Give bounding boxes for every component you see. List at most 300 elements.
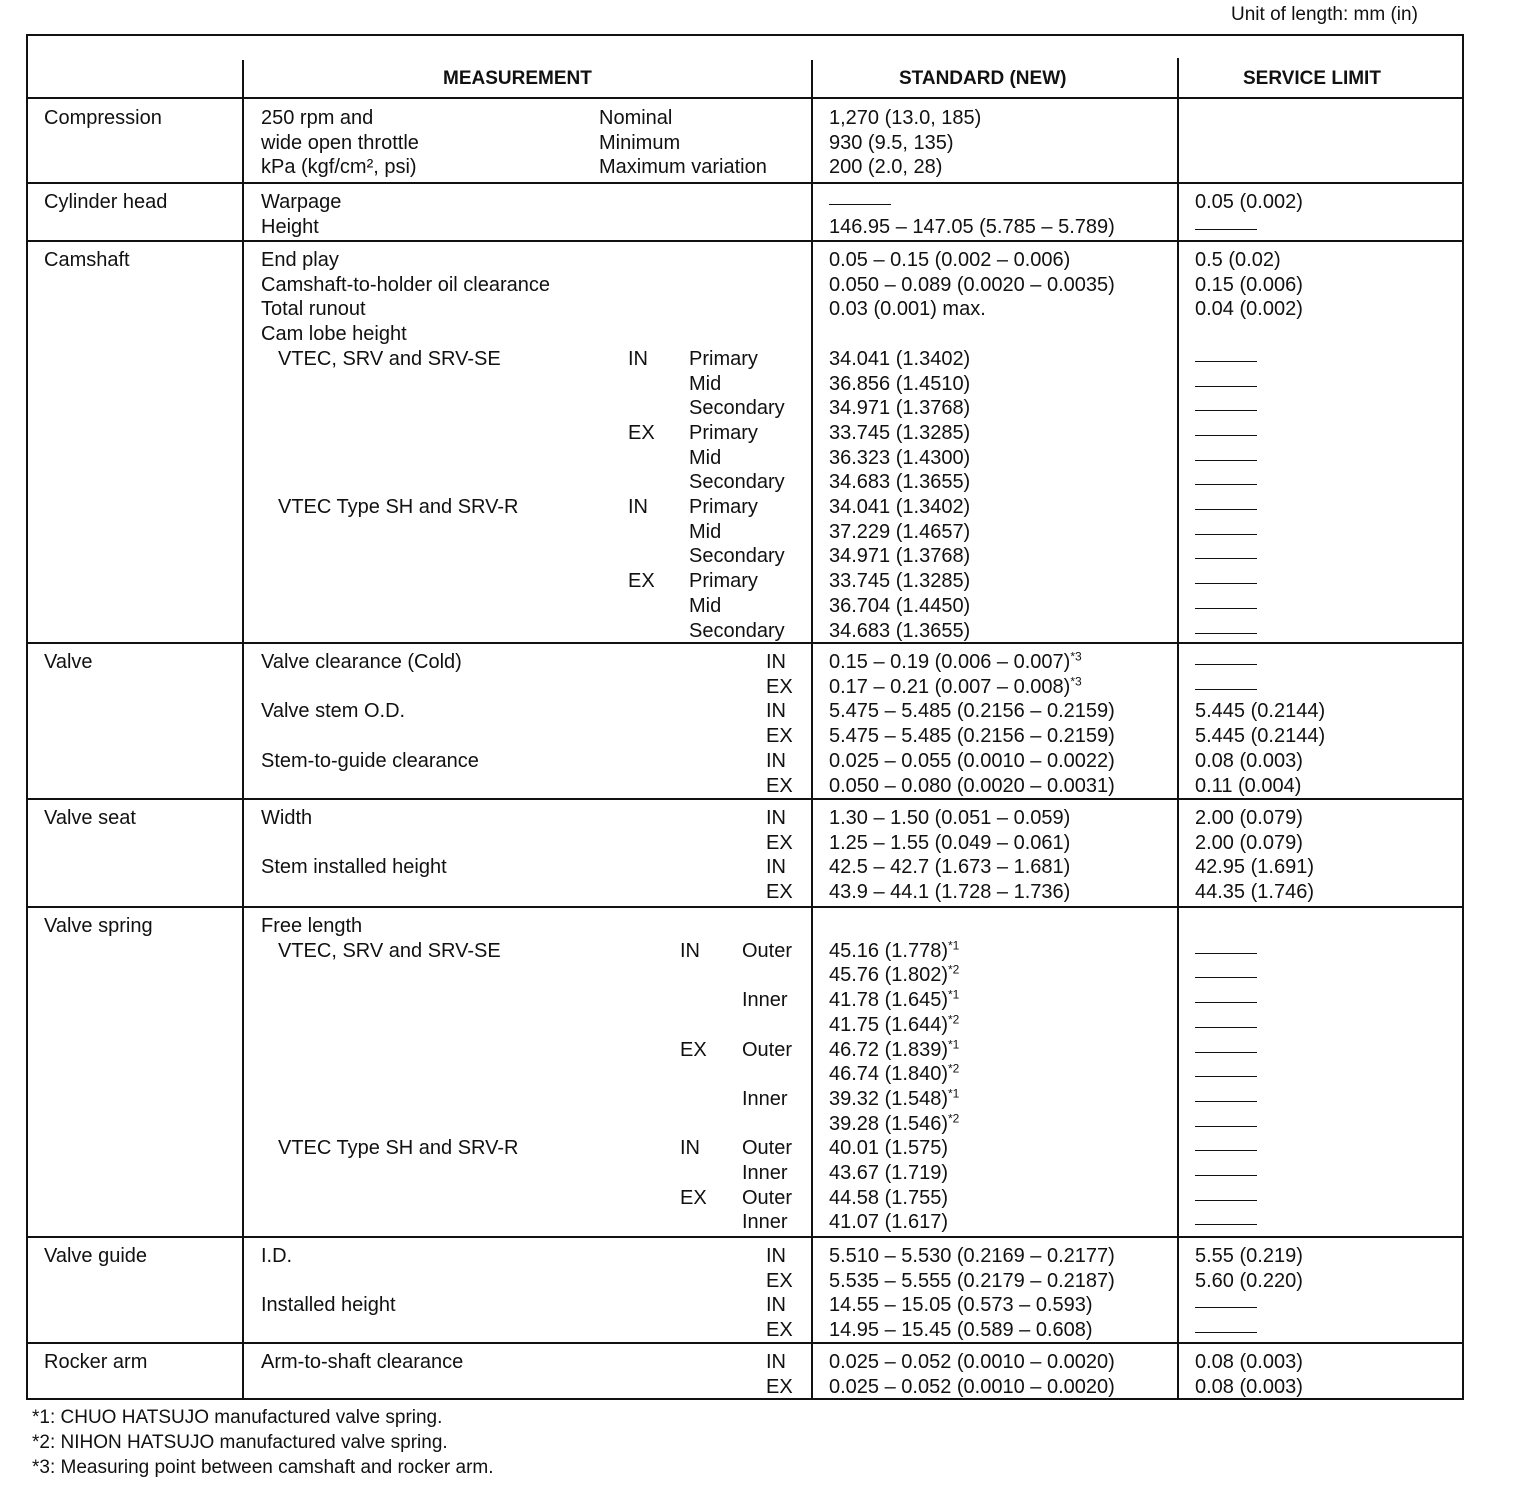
variant-label	[278, 939, 501, 964]
service-limit-value-text: 2.00 (0.079)	[1195, 831, 1303, 854]
standard-value	[829, 831, 1070, 856]
standard-value-text: 46.72 (1.839)	[829, 1038, 948, 1061]
header-divider	[26, 97, 1464, 99]
intake-exhaust-label	[628, 421, 655, 446]
sub-item-label	[742, 1038, 792, 1063]
section-name-rocker-arm: Rocker arm	[44, 1351, 148, 1373]
intake-exhaust-label	[766, 880, 793, 905]
standard-value	[829, 520, 970, 545]
service-limit-value-text: 0.04 (0.002)	[1195, 298, 1303, 321]
service-limit-value	[1195, 699, 1325, 724]
sub-item-label-text: Secondary	[689, 397, 785, 420]
standard-value-text: 5.510 – 5.530 (0.2169 – 0.2177)	[829, 1245, 1115, 1267]
standard-value	[829, 1318, 1093, 1343]
standard-value-text: 5.475 – 5.485 (0.2156 – 0.2159)	[829, 725, 1115, 748]
measurement-label-text: Installed height	[261, 1294, 396, 1317]
measurement-label-text: Stem-to-guide clearance	[261, 749, 479, 772]
sub-item-label	[689, 421, 758, 446]
standard-value-text: 14.95 – 15.45 (0.589 – 0.608)	[829, 1319, 1093, 1342]
service-limit-dash	[1195, 1175, 1257, 1176]
section-name-camshaft: Camshaft	[44, 249, 130, 271]
standard-value-text: 0.025 – 0.052 (0.0010 – 0.0020)	[829, 1351, 1115, 1373]
footnote-marker: *1	[947, 987, 960, 1002]
sub-item-label-text: Outer	[742, 939, 793, 962]
service-limit-value-text: 2.00 (0.079)	[1195, 807, 1303, 829]
standard-value-text: 0.025 – 0.052 (0.0010 – 0.0020)	[829, 1375, 1115, 1398]
measurement-label-text: Width	[261, 807, 313, 829]
service-limit-value-text: 0.5 (0.02)	[1195, 249, 1281, 271]
service-limit-value	[1195, 273, 1303, 298]
sub-item-label	[689, 520, 721, 545]
sub-item-label	[689, 372, 721, 397]
standard-value	[829, 569, 970, 594]
section-divider	[26, 1342, 1464, 1344]
sub-item-label-text: Secondary	[689, 545, 785, 568]
intake-exhaust-label-text: EX	[628, 421, 655, 444]
footnote-marker: *3	[1070, 674, 1082, 689]
sub-item-label-text: Secondary	[689, 619, 785, 642]
intake-exhaust-label	[766, 1269, 793, 1294]
service-limit-dash	[1195, 229, 1257, 230]
sub-item-label-text: Outer	[742, 1186, 793, 1209]
service-limit-dash	[1195, 361, 1257, 362]
standard-value-text: 0.03 (0.001) max.	[829, 298, 986, 321]
sub-item-label	[689, 619, 785, 644]
measurement-label	[261, 855, 447, 880]
section-name-cylinder-head: Cylinder head	[44, 191, 168, 213]
measurement-label-text: Cam lobe height	[261, 323, 407, 346]
variant-label-text: VTEC Type SH and SRV-R	[278, 1137, 519, 1160]
standard-value-text: 46.74 (1.840)	[829, 1063, 948, 1086]
measurement-label-text: I.D.	[261, 1245, 293, 1267]
service-limit-dash	[1195, 977, 1257, 978]
footnote-marker: *3	[1070, 649, 1082, 664]
service-limit-value	[1195, 831, 1303, 856]
measurement-label	[261, 699, 405, 724]
variant-label-text: VTEC Type SH and SRV-R	[278, 496, 519, 518]
measurement-label-text: Stem installed height	[261, 856, 447, 879]
column-divider-2	[811, 60, 813, 1400]
standard-value-text: 34.683 (1.3655)	[829, 619, 971, 642]
intake-exhaust-label-text: IN	[680, 1137, 700, 1160]
service-limit-dash	[1195, 410, 1257, 411]
standard-value	[829, 1350, 1115, 1375]
sub-item-label-text: Primary	[689, 347, 758, 370]
sub-item-label	[689, 396, 785, 421]
footnote: *3: Measuring point between camshaft and rocker arm.	[32, 1457, 494, 1478]
intake-exhaust-label	[766, 1244, 786, 1269]
sub-item-label-text: Inner	[742, 1087, 788, 1110]
measurement-label	[261, 322, 407, 347]
service-limit-value-text: 5.60 (0.220)	[1195, 1269, 1303, 1292]
standard-value-text: 5.535 – 5.555 (0.2179 – 0.2187)	[829, 1269, 1115, 1292]
sub-item-label-text: Mid	[689, 594, 722, 617]
service-limit-value	[1195, 190, 1303, 215]
service-limit-dash	[1195, 558, 1257, 559]
condition-label-text: Nominal	[599, 107, 673, 129]
service-limit-dash	[1195, 1200, 1257, 1201]
footnote: *1: CHUO HATSUJO manufactured valve spring.	[32, 1407, 443, 1428]
section-divider	[26, 1236, 1464, 1238]
condition-label	[599, 155, 767, 180]
standard-value	[829, 988, 959, 1013]
service-limit-value	[1195, 1269, 1303, 1294]
sub-item-label	[689, 446, 721, 471]
standard-value-text: 33.745 (1.3285)	[829, 421, 971, 444]
standard-value-text: 41.07 (1.617)	[829, 1211, 948, 1234]
standard-value	[829, 1062, 959, 1087]
standard-value	[829, 396, 970, 421]
standard-value	[829, 106, 981, 131]
service-limit-value-text: 0.05 (0.002)	[1195, 191, 1303, 213]
intake-exhaust-label	[766, 1350, 786, 1375]
standard-value-text: 0.15 – 0.19 (0.006 – 0.007)	[829, 651, 1071, 673]
standard-value-text: 34.683 (1.3655)	[829, 471, 971, 494]
service-limit-value	[1195, 1375, 1303, 1400]
footnote-marker: *1	[947, 1086, 960, 1101]
variant-label-text: VTEC, SRV and SRV-SE	[278, 939, 501, 962]
standard-value	[829, 347, 970, 372]
sub-item-label-text: Secondary	[689, 471, 785, 494]
sub-item-label-text: Inner	[742, 1211, 788, 1234]
service-limit-dash	[1195, 460, 1257, 461]
sub-item-label	[742, 1087, 788, 1112]
footnote: *2: NIHON HATSUJO manufactured valve spring.	[32, 1432, 448, 1453]
condition-label-text: Maximum variation	[599, 156, 767, 179]
intake-exhaust-label-text: EX	[766, 675, 793, 698]
standard-value	[829, 1293, 1093, 1318]
service-limit-value	[1195, 297, 1303, 322]
measurement-label-text: Valve clearance (Cold)	[261, 651, 462, 673]
service-limit-dash	[1195, 953, 1257, 954]
service-limit-dash	[1195, 386, 1257, 387]
section-name-valve-guide: Valve guide	[44, 1245, 148, 1267]
standard-value	[829, 806, 1070, 831]
section-name-valve: Valve	[44, 651, 93, 673]
intake-exhaust-label-text: IN	[766, 1245, 786, 1267]
condition-label	[599, 131, 680, 156]
standard-value-text: 41.78 (1.645)	[829, 989, 948, 1012]
intake-exhaust-label	[766, 675, 793, 700]
measurement-label-text: Camshaft-to-holder oil clearance	[261, 273, 551, 296]
service-limit-value-text: 0.08 (0.003)	[1195, 749, 1303, 772]
standard-value	[829, 544, 970, 569]
sub-item-label	[689, 470, 785, 495]
sub-item-label	[689, 594, 721, 619]
service-limit-value-text: 5.445 (0.2144)	[1195, 725, 1326, 748]
variant-label	[278, 347, 501, 372]
standard-dash	[829, 204, 891, 205]
standard-value	[829, 495, 970, 520]
intake-exhaust-label-text: EX	[628, 570, 655, 593]
standard-value-text: 36.856 (1.4510)	[829, 372, 971, 395]
intake-exhaust-label	[766, 831, 793, 856]
intake-exhaust-label-text: IN	[766, 807, 786, 829]
service-limit-dash	[1195, 1076, 1257, 1077]
sub-item-label	[689, 347, 758, 372]
standard-value-text: 36.323 (1.4300)	[829, 446, 971, 469]
sub-item-label-text: Outer	[742, 1038, 793, 1061]
intake-exhaust-label	[766, 774, 793, 799]
variant-label	[278, 1136, 518, 1161]
measurement-label-text: kPa (kgf/cm², psi)	[261, 156, 417, 179]
service-limit-dash	[1195, 484, 1257, 485]
service-limit-dash	[1195, 664, 1257, 665]
standard-value-text: 36.704 (1.4450)	[829, 594, 971, 617]
standard-value	[829, 939, 959, 964]
sub-item-label-text: Outer	[742, 1137, 793, 1160]
sub-item-label-text: Mid	[689, 520, 722, 543]
standard-value-text: 1,270 (13.0, 185)	[829, 107, 982, 129]
standard-value	[829, 421, 970, 446]
header-standard: STANDARD (NEW)	[899, 68, 1067, 89]
intake-exhaust-label	[766, 1318, 793, 1343]
standard-value-text: 41.75 (1.644)	[829, 1013, 948, 1036]
sub-item-label	[689, 569, 758, 594]
intake-exhaust-label-text: IN	[628, 496, 648, 518]
intake-exhaust-label	[680, 1038, 707, 1063]
service-limit-dash	[1195, 1224, 1257, 1225]
service-limit-value-text: 0.15 (0.006)	[1195, 273, 1303, 296]
measurement-label-text: wide open throttle	[261, 131, 419, 154]
sub-item-label	[689, 544, 785, 569]
section-divider	[26, 906, 1464, 908]
intake-exhaust-label	[680, 939, 700, 964]
intake-exhaust-label	[628, 569, 655, 594]
measurement-label-text: Valve stem O.D.	[261, 700, 406, 723]
sub-item-label-text: Primary	[689, 421, 758, 444]
standard-value-text: 43.67 (1.719)	[829, 1162, 948, 1184]
measurement-label	[261, 1244, 292, 1269]
section-name-valve-seat: Valve seat	[44, 807, 136, 829]
service-limit-dash	[1195, 1101, 1257, 1102]
intake-exhaust-label-text: EX	[766, 1269, 793, 1292]
measurement-label-text: Warpage	[261, 191, 342, 213]
standard-value	[829, 749, 1115, 774]
measurement-label	[261, 297, 366, 322]
standard-value-text: 930 (9.5, 135)	[829, 131, 954, 154]
standard-value	[829, 1112, 959, 1137]
sub-item-label-text: Mid	[689, 446, 722, 469]
unit-note: Unit of length: mm (in)	[1231, 4, 1418, 25]
sub-item-label-text: Primary	[689, 496, 758, 518]
service-limit-dash	[1195, 435, 1257, 436]
standard-value-text: 0.05 – 0.15 (0.002 – 0.006)	[829, 249, 1071, 271]
measurement-label	[261, 914, 362, 939]
intake-exhaust-label-text: EX	[680, 1186, 707, 1209]
intake-exhaust-label-text: EX	[766, 881, 793, 904]
sub-item-label	[742, 988, 788, 1013]
service-limit-dash	[1195, 633, 1257, 634]
intake-exhaust-label	[766, 806, 786, 831]
section-name-valve-spring: Valve spring	[44, 915, 153, 937]
service-limit-dash	[1195, 1332, 1257, 1333]
standard-value	[829, 131, 954, 156]
service-limit-value	[1195, 248, 1281, 273]
service-limit-value	[1195, 749, 1303, 774]
standard-value-text: 34.971 (1.3768)	[829, 397, 971, 420]
sub-item-label-text: Inner	[742, 1162, 788, 1184]
standard-value-text: 39.32 (1.548)	[829, 1087, 948, 1110]
standard-value-text: 39.28 (1.546)	[829, 1112, 948, 1135]
standard-value	[829, 675, 1082, 700]
section-divider	[26, 182, 1464, 184]
standard-value-text: 0.050 – 0.089 (0.0020 – 0.0035)	[829, 273, 1115, 296]
sub-item-label-text: Mid	[689, 372, 722, 395]
service-limit-dash	[1195, 608, 1257, 609]
standard-value-text: 0.025 – 0.055 (0.0010 – 0.0022)	[829, 749, 1115, 772]
standard-value-text: 5.475 – 5.485 (0.2156 – 0.2159)	[829, 700, 1115, 723]
service-limit-value-text: 0.08 (0.003)	[1195, 1375, 1303, 1398]
standard-value	[829, 1087, 959, 1112]
standard-value	[829, 1161, 948, 1186]
service-limit-dash	[1195, 1052, 1257, 1053]
service-limit-dash	[1195, 534, 1257, 535]
measurement-label	[261, 190, 341, 215]
standard-value	[829, 963, 959, 988]
service-limit-value	[1195, 774, 1301, 799]
standard-value	[829, 1136, 948, 1161]
header-limit: SERVICE LIMIT	[1243, 68, 1381, 89]
standard-value-text: 44.58 (1.755)	[829, 1186, 948, 1209]
service-limit-value-text: 0.11 (0.004)	[1195, 774, 1302, 797]
intake-exhaust-label	[628, 495, 648, 520]
intake-exhaust-label	[680, 1136, 700, 1161]
standard-value-text: 34.041 (1.3402)	[829, 496, 971, 518]
standard-value	[829, 650, 1082, 675]
standard-value-text: 146.95 – 147.05 (5.785 – 5.789)	[829, 215, 1115, 238]
service-limit-dash	[1195, 1307, 1257, 1308]
sub-item-label-text: Primary	[689, 570, 758, 593]
standard-value-text: 200 (2.0, 28)	[829, 156, 943, 179]
standard-value-text: 40.01 (1.575)	[829, 1137, 948, 1160]
intake-exhaust-label-text: IN	[766, 651, 786, 673]
intake-exhaust-label-text: EX	[766, 725, 793, 748]
service-limit-value-text: 5.55 (0.219)	[1195, 1245, 1303, 1267]
standard-value	[829, 724, 1115, 749]
service-limit-value-text: 44.35 (1.746)	[1195, 881, 1314, 904]
sub-item-label-text: Inner	[742, 989, 788, 1012]
measurement-label	[261, 749, 479, 774]
intake-exhaust-label	[628, 347, 648, 372]
intake-exhaust-label	[766, 855, 786, 880]
intake-exhaust-label	[766, 1293, 786, 1318]
footnote-marker: *2	[947, 1012, 960, 1027]
variant-label	[278, 495, 518, 520]
standard-value-text: 34.971 (1.3768)	[829, 545, 971, 568]
measurement-label	[261, 1350, 463, 1375]
measurement-label	[261, 155, 417, 180]
standard-value-text: 42.5 – 42.7 (1.673 – 1.681)	[829, 856, 1071, 879]
variant-label-text: VTEC, SRV and SRV-SE	[278, 347, 501, 370]
footnote-marker: *1	[947, 938, 960, 953]
standard-value-text: 1.25 – 1.55 (0.049 – 0.061)	[829, 831, 1071, 854]
standard-value-text: 0.050 – 0.080 (0.0020 – 0.0031)	[829, 774, 1115, 797]
standard-value	[829, 155, 942, 180]
intake-exhaust-label	[766, 699, 786, 724]
standard-value	[829, 774, 1115, 799]
section-divider	[26, 642, 1464, 644]
service-limit-value	[1195, 1350, 1303, 1375]
standard-value	[829, 273, 1115, 298]
measurement-label-text: Height	[261, 215, 319, 238]
footnote-marker: *2	[947, 962, 960, 977]
intake-exhaust-label-text: EX	[766, 774, 793, 797]
intake-exhaust-label	[766, 1375, 793, 1400]
standard-value	[829, 1186, 948, 1211]
standard-value-text: 14.55 – 15.05 (0.573 – 0.593)	[829, 1294, 1093, 1317]
standard-value	[829, 1210, 948, 1235]
measurement-label	[261, 650, 462, 675]
service-limit-value-text: 0.08 (0.003)	[1195, 1351, 1303, 1373]
service-limit-dash	[1195, 689, 1257, 690]
service-limit-dash	[1195, 509, 1257, 510]
column-divider-3	[1177, 58, 1179, 1400]
standard-value-text: 1.30 – 1.50 (0.051 – 0.059)	[829, 807, 1071, 829]
section-divider	[26, 240, 1464, 242]
service-limit-dash	[1195, 1126, 1257, 1127]
intake-exhaust-label	[766, 749, 786, 774]
measurement-label	[261, 106, 373, 131]
service-limit-value	[1195, 880, 1314, 905]
sub-item-label	[742, 939, 792, 964]
standard-value	[829, 372, 970, 397]
intake-exhaust-label	[680, 1186, 707, 1211]
intake-exhaust-label-text: IN	[766, 749, 786, 772]
footnote-marker: *1	[947, 1036, 960, 1051]
service-limit-value	[1195, 806, 1303, 831]
footnote-marker: *2	[947, 1061, 960, 1076]
measurement-label	[261, 273, 550, 298]
measurement-label	[261, 215, 319, 240]
measurement-label	[261, 131, 419, 156]
service-limit-value-text: 42.95 (1.691)	[1195, 856, 1314, 879]
standard-value	[829, 1038, 959, 1063]
standard-value-text: 45.16 (1.778)	[829, 939, 948, 962]
sub-item-label	[742, 1186, 792, 1211]
standard-value-text: 43.9 – 44.1 (1.728 – 1.736)	[829, 881, 1071, 904]
measurement-label-text: End play	[261, 249, 339, 271]
standard-value	[829, 594, 970, 619]
service-limit-dash	[1195, 1027, 1257, 1028]
service-limit-value	[1195, 855, 1314, 880]
standard-value	[829, 215, 1115, 240]
standard-value	[829, 470, 970, 495]
sub-item-label	[742, 1136, 792, 1161]
condition-label-text: Minimum	[599, 131, 681, 154]
service-limit-value-text: 5.445 (0.2144)	[1195, 700, 1326, 723]
intake-exhaust-label-text: EX	[680, 1038, 707, 1061]
intake-exhaust-label-text: EX	[766, 1375, 793, 1398]
service-limit-dash	[1195, 1150, 1257, 1151]
service-limit-value	[1195, 1244, 1303, 1269]
section-divider	[26, 798, 1464, 800]
standard-value	[829, 699, 1115, 724]
intake-exhaust-label-text: IN	[766, 1351, 786, 1373]
service-limit-dash	[1195, 1002, 1257, 1003]
measurement-label-text: Arm-to-shaft clearance	[261, 1351, 464, 1373]
standard-value-text: 33.745 (1.3285)	[829, 570, 971, 593]
intake-exhaust-label-text: IN	[628, 347, 648, 370]
intake-exhaust-label-text: IN	[680, 939, 700, 962]
measurement-label	[261, 248, 339, 273]
standard-value	[829, 880, 1070, 905]
intake-exhaust-label-text: EX	[766, 1319, 793, 1342]
standard-value	[829, 1244, 1115, 1269]
measurement-label-text: Free length	[261, 915, 363, 937]
standard-value	[829, 1013, 959, 1038]
standard-value	[829, 855, 1070, 880]
